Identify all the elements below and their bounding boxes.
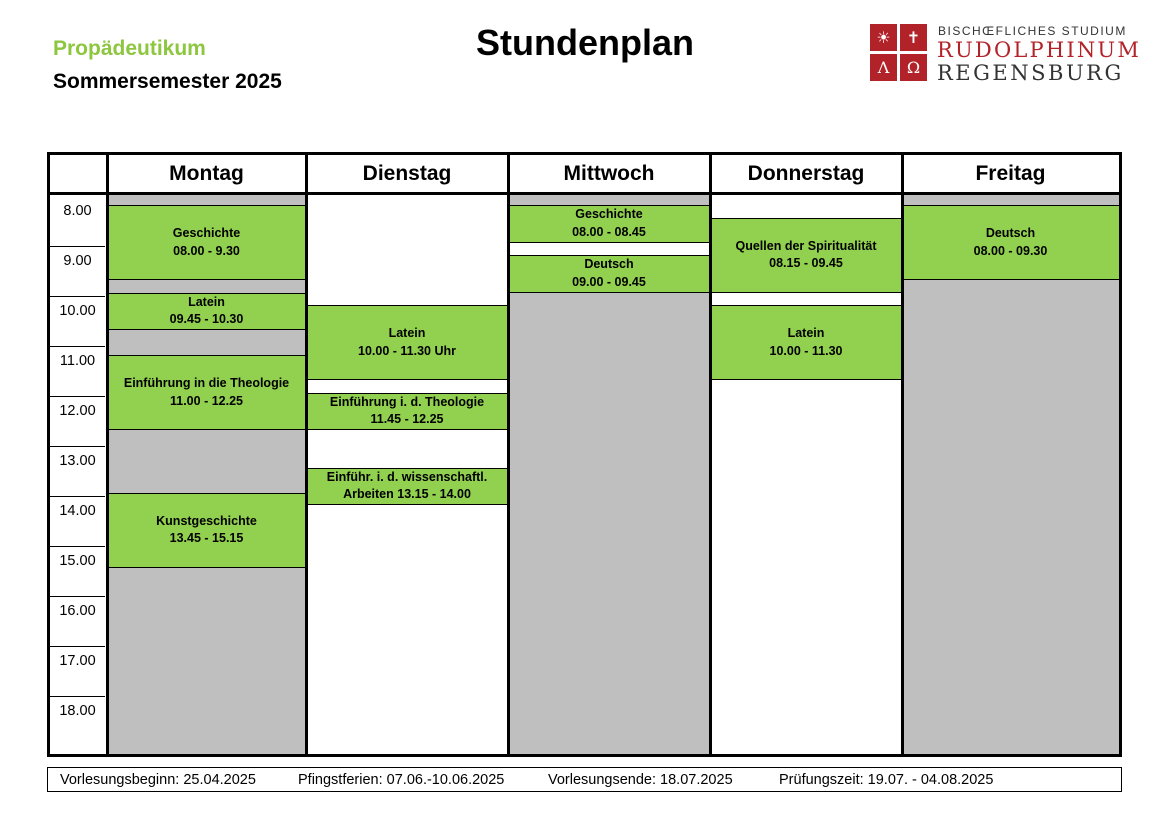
hour-label: 12.00: [59, 403, 96, 419]
hour-gridline: [50, 246, 105, 247]
lesson-time: 08.00 - 9.30: [173, 243, 240, 258]
lesson-block[interactable]: [107, 205, 306, 280]
hour-gridline: [50, 296, 105, 297]
column-divider: [305, 155, 308, 754]
hour-gridline: [50, 446, 105, 447]
semester-dates-footer: [47, 767, 1122, 792]
lesson-subject: Deutsch: [584, 257, 634, 272]
hour-gridline: [50, 596, 105, 597]
day-column-dienstag: [306, 155, 508, 754]
lesson-time: 08.00 - 08.45: [572, 224, 646, 239]
lesson-block[interactable]: [107, 493, 306, 568]
lesson-subject: Kunstgeschichte: [156, 513, 257, 528]
day-header: Donnerstag: [710, 155, 902, 195]
hour-label: 15.00: [59, 553, 96, 569]
lesson-subject: Latein: [388, 326, 426, 340]
lesson-time: 11.45 - 12.25: [370, 412, 444, 427]
time-column-header: [50, 155, 107, 195]
free-period-block: [902, 280, 1119, 754]
lesson-block[interactable]: [306, 393, 508, 431]
hour-label: 8.00: [63, 203, 92, 219]
lesson-time: 11.00 - 12.25: [170, 393, 243, 408]
lesson-block[interactable]: [107, 355, 306, 430]
lesson-time: 09.45 - 10.30: [169, 312, 244, 327]
day-column-donnerstag: [710, 155, 902, 754]
hour-gridline: [50, 696, 105, 697]
lesson-block[interactable]: [306, 468, 508, 506]
time-column: [50, 155, 107, 754]
day-header: Mittwoch: [508, 155, 710, 195]
hour-gridline: [50, 546, 105, 547]
page-title: Stundenplan: [476, 22, 694, 63]
lesson-subject: Quellen der Spiritualität: [735, 238, 877, 253]
hour-label: 13.00: [59, 453, 96, 469]
lesson-subject: Einführung in die Theologie: [123, 376, 290, 390]
hour-label: 16.00: [59, 603, 96, 619]
free-period-block: [107, 195, 306, 205]
lesson-subject: Deutsch: [985, 226, 1036, 240]
hour-label: 11.00: [59, 353, 96, 369]
lesson-block[interactable]: [902, 205, 1119, 280]
free-period-block: [107, 568, 306, 755]
hour-label: 18.00: [59, 703, 96, 719]
lesson-time: 10.00 - 11.30: [769, 343, 843, 358]
lesson-time: 13.45 - 15.15: [169, 531, 244, 545]
logo-emblem: [870, 24, 928, 82]
column-divider: [709, 155, 712, 754]
day-header: Dienstag: [306, 155, 508, 195]
institution-logo: [870, 24, 1142, 85]
exam-period-date: Prüfungszeit: 19.07. - 04.08.2025: [779, 771, 994, 788]
day-column-freitag: [902, 155, 1119, 754]
semester-label: Sommersemester 2025: [53, 70, 282, 93]
timetable-grid: [47, 152, 1122, 757]
hour-label: 17.00: [59, 653, 96, 669]
column-divider: [106, 155, 109, 754]
day-header: Montag: [107, 155, 306, 195]
sun-icon: ☀: [870, 24, 897, 51]
lesson-subject: Latein: [787, 326, 825, 340]
lesson-block[interactable]: [107, 293, 306, 331]
day-column-mittwoch: [508, 155, 710, 754]
free-period-block: [508, 195, 710, 205]
free-period-block: [107, 330, 306, 355]
fish-icon: ✝: [900, 24, 927, 51]
lecture-start-date: Vorlesungsbeginn: 25.04.2025: [60, 771, 256, 788]
lesson-subject: Geschichte: [172, 226, 241, 240]
logo-text-line3: REGENSBURG: [937, 61, 1124, 85]
lesson-block[interactable]: [508, 255, 710, 293]
lesson-block[interactable]: [306, 305, 508, 380]
hour-gridline: [50, 496, 105, 497]
hour-gridline: [50, 346, 105, 347]
lesson-time: 09.00 - 09.45: [572, 274, 646, 289]
lesson-time: 10.00 - 11.30 Uhr: [358, 343, 456, 358]
column-divider: [507, 155, 510, 754]
lesson-subject: Latein: [188, 294, 225, 309]
day-header: Freitag: [902, 155, 1119, 195]
hour-label: 9.00: [63, 253, 92, 269]
hour-gridline: [50, 396, 105, 397]
pentecost-break-date: Pfingstferien: 07.06.-10.06.2025: [298, 771, 505, 788]
free-period-block: [107, 430, 306, 493]
lesson-block[interactable]: [508, 205, 710, 243]
lesson-block[interactable]: [710, 305, 902, 380]
hour-label: 10.00: [59, 303, 96, 319]
lecture-end-date: Vorlesungsende: 18.07.2025: [548, 771, 733, 788]
lesson-time: 08.00 - 09.30: [973, 243, 1048, 258]
alpha-icon: Λ: [870, 54, 897, 81]
program-subtitle: Propädeutikum: [53, 37, 206, 60]
logo-text-line1: BISCHŒFLICHES STUDIUM: [938, 24, 1127, 38]
lesson-time: 08.15 - 09.45: [769, 256, 843, 270]
lesson-subject: Geschichte: [575, 207, 643, 222]
column-divider: [901, 155, 904, 754]
lesson-time: Arbeiten 13.15 - 14.00: [343, 487, 471, 502]
free-period-block: [508, 293, 710, 755]
logo-text-line2: RUDOLPHINUM: [937, 38, 1142, 62]
free-period-block: [902, 195, 1119, 205]
omega-icon: Ω: [900, 54, 927, 81]
free-period-block: [107, 280, 306, 293]
hour-label: 14.00: [59, 503, 96, 519]
lesson-subject: Einführung i. d. Theologie: [329, 394, 485, 409]
day-column-montag: [107, 155, 306, 754]
hour-gridline: [50, 646, 105, 647]
lesson-block[interactable]: [710, 218, 902, 293]
lesson-subject: Einführ. i. d. wissenschaftl.: [326, 469, 488, 484]
